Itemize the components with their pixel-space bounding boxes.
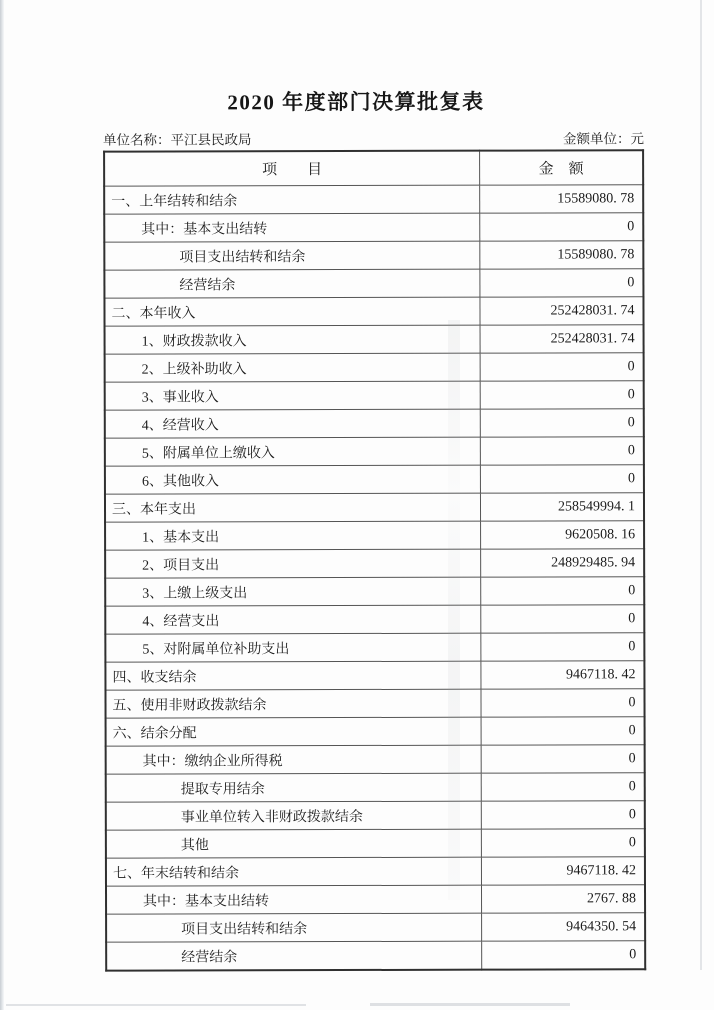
- row-label: 经营结余: [106, 941, 482, 970]
- row-amount: 248929485. 94: [481, 549, 645, 577]
- row-label: 5、对附属单位补助支出: [105, 633, 481, 662]
- row-amount: 0: [480, 465, 644, 493]
- scan-edge-right: [700, 0, 702, 970]
- table-row: [105, 605, 644, 634]
- row-amount: 9467118. 42: [481, 857, 645, 885]
- meta-row: [103, 127, 644, 148]
- row-label: 5、附属单位上缴收入: [105, 437, 481, 466]
- row-amount: 0: [481, 577, 645, 605]
- row-label: 6、其他收入: [105, 465, 481, 494]
- table-row: [105, 353, 644, 382]
- row-amount: 0: [481, 829, 645, 857]
- row-amount: 0: [481, 689, 645, 717]
- column-header-amount: 金 额: [480, 150, 644, 185]
- table-row: [105, 549, 644, 578]
- row-amount: 0: [482, 941, 646, 970]
- row-label: 4、经营收入: [105, 409, 481, 438]
- row-label: 项目支出结转和结余: [106, 913, 482, 942]
- row-amount: 0: [481, 745, 645, 773]
- row-amount: 0: [481, 717, 645, 745]
- table-row: [105, 689, 644, 718]
- row-amount: 0: [480, 409, 644, 437]
- row-amount: 2767. 88: [481, 885, 645, 913]
- table-row: [105, 465, 644, 494]
- row-amount: 0: [480, 437, 644, 465]
- row-label: 2、项目支出: [105, 549, 481, 578]
- table-row: [105, 577, 644, 606]
- table-row: [105, 437, 644, 466]
- row-amount: 0: [480, 381, 644, 409]
- table-row: [106, 801, 645, 830]
- scan-edge-bottom: [6, 1004, 306, 1006]
- row-label: 2、上级补助收入: [105, 353, 481, 382]
- row-label: 经营结余: [104, 269, 480, 298]
- scan-edge-bottom: [370, 1003, 570, 1006]
- row-label: 4、经营支出: [105, 605, 481, 634]
- amount-unit-value: 元: [630, 131, 645, 147]
- table-row: [105, 633, 644, 662]
- row-amount: 0: [481, 605, 645, 633]
- row-label: 1、财政拨款收入: [105, 325, 481, 354]
- unit-name-value: 平江县民政局: [170, 132, 252, 148]
- amount-unit: [563, 127, 644, 147]
- table-row: [105, 521, 644, 550]
- page-title: 2020 年度部门决算批复表: [227, 89, 485, 115]
- row-amount: 252428031. 74: [480, 325, 644, 353]
- row-label: 1、基本支出: [105, 521, 481, 550]
- unit-name: [103, 128, 252, 148]
- row-label: 事业单位转入非财政拨款结余: [106, 801, 482, 830]
- table-row: [105, 325, 644, 354]
- table-row: [106, 745, 645, 774]
- table-header-row: [104, 150, 643, 186]
- row-amount: 0: [480, 269, 644, 297]
- table-row: [104, 241, 643, 270]
- row-amount: 258549994. 1: [480, 493, 644, 521]
- table-row: [106, 857, 645, 886]
- row-amount: 15589080. 78: [480, 241, 644, 269]
- unit-name-label: 单位名称：: [103, 132, 171, 148]
- row-label: 五、使用非财政拨款结余: [105, 689, 481, 718]
- table-row: [106, 717, 645, 746]
- row-amount: 15589080. 78: [480, 185, 644, 213]
- table-row: [104, 213, 643, 242]
- amount-unit-label: 金额单位：: [563, 131, 631, 147]
- row-amount: 252428031. 74: [480, 297, 644, 325]
- row-amount: 9464350. 54: [482, 913, 646, 941]
- row-label: 提取专用结余: [106, 773, 482, 802]
- row-label: 一、上年结转和结余: [104, 185, 480, 214]
- scan-edge-left: [0, 0, 4, 1010]
- row-label: 其他: [106, 829, 482, 858]
- table-row: [106, 885, 645, 914]
- row-label: 其中：基本支出结转: [106, 885, 482, 914]
- row-label: 3、上缴上级支出: [105, 577, 481, 606]
- row-label: 3、事业收入: [105, 381, 481, 410]
- row-amount: 0: [480, 353, 644, 381]
- table-row: [106, 773, 645, 802]
- row-label: 六、结余分配: [106, 717, 482, 746]
- row-label: 其中：基本支出结转: [104, 213, 480, 242]
- table-row: [105, 381, 644, 410]
- table-row: [104, 269, 643, 298]
- table-body: [104, 185, 645, 971]
- table-row: [106, 913, 645, 942]
- row-amount: 0: [481, 773, 645, 801]
- accounts-table: [103, 149, 646, 971]
- row-amount: 0: [481, 633, 645, 661]
- column-header-item: 项 目: [104, 151, 480, 186]
- row-label: 其中：缴纳企业所得税: [106, 745, 482, 774]
- table-row: [104, 297, 643, 326]
- table-row: [105, 493, 644, 522]
- row-label: 四、收支结余: [105, 661, 481, 690]
- table-row: [105, 661, 644, 690]
- row-amount: 0: [480, 213, 644, 241]
- row-label: 七、年末结转和结余: [106, 857, 482, 886]
- table-row: [105, 409, 644, 438]
- row-label: 项目支出结转和结余: [104, 241, 480, 270]
- row-amount: 0: [481, 801, 645, 829]
- table-row: [106, 941, 645, 971]
- table-row: [106, 829, 645, 858]
- row-label: 二、本年收入: [104, 297, 480, 326]
- row-amount: 9620508. 16: [481, 521, 645, 549]
- row-amount: 9467118. 42: [481, 661, 645, 689]
- table-header: [104, 150, 643, 186]
- row-label: 三、本年支出: [105, 493, 481, 522]
- table-row: [104, 185, 643, 214]
